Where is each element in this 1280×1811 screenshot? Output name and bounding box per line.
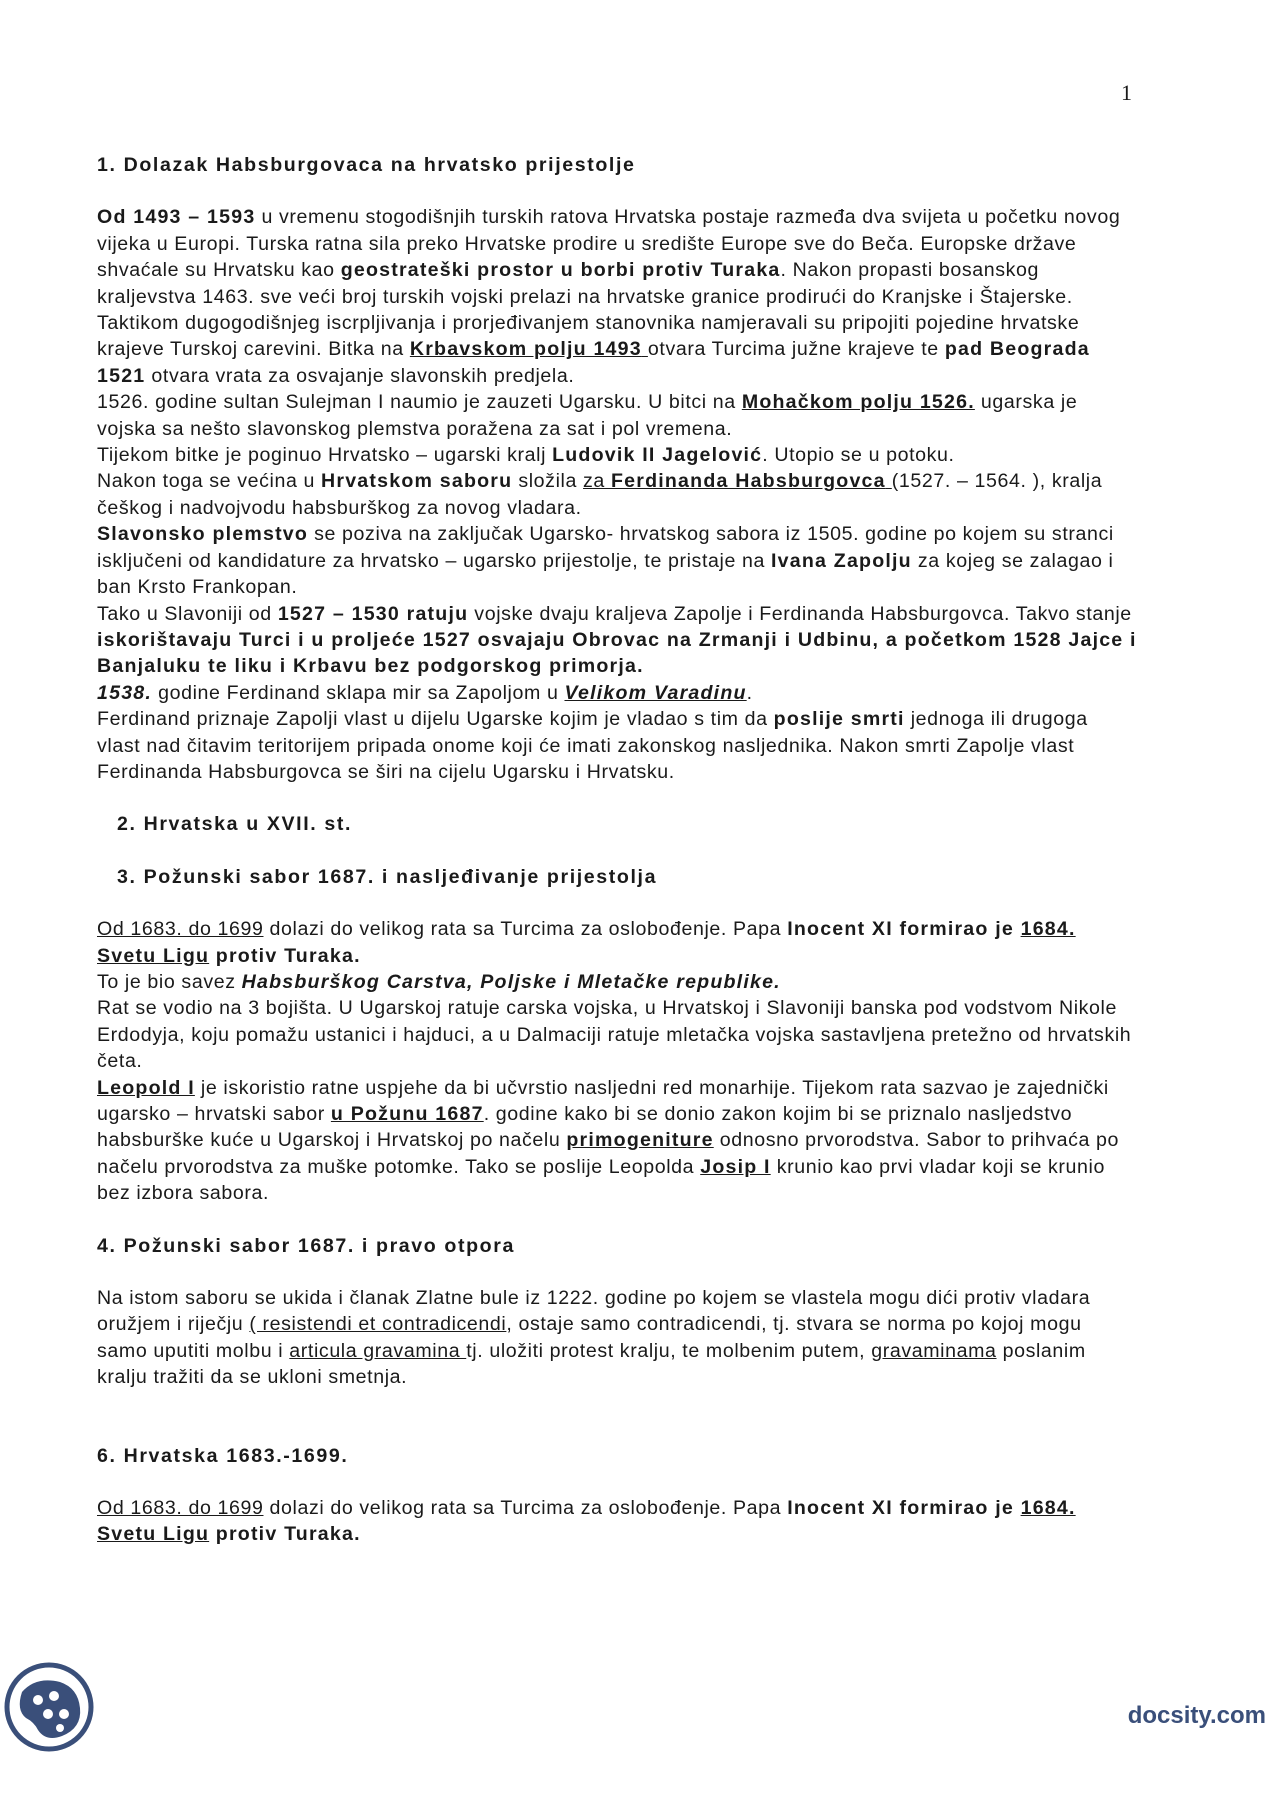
p6-run: Tako u Slavoniji od	[97, 602, 278, 625]
p9-run: dolazi do velikog rata sa Turcima za oslobođenje. Papa	[263, 918, 788, 941]
p9-run: Inocent XI formirao je	[787, 918, 1021, 941]
p4-run: za	[583, 470, 611, 493]
p3-run: . Utopio se u potoku.	[762, 444, 955, 467]
p1-run: geostrateški prostor u borbi protiv Turaka	[340, 259, 781, 282]
p1-run: . Nakon propasti bosanskog kraljevstva 1463. sve veći broj turskih vojski prelazi na hrvatske granice prodirući do Kranjske i Štajerske. Taktikom dugogodišnjeg iscrpljivanja i prorjeđivanjem stanovnika namjeravali su pripojiti pojedine hrvatske krajeve Turskoj carevini. Bitka na	[97, 259, 1080, 361]
p2-run: ugarska je vojska sa nešto slavonskog plemstva poražena za sat i pol vremena.	[97, 391, 1078, 440]
paragraph-1	[97, 204, 1137, 389]
document-body	[97, 152, 1137, 1548]
p6-run: 1527 – 1530 ratuju	[277, 602, 469, 625]
section-heading-2: 2. Hrvatska u XVII. st.	[117, 813, 353, 836]
p12-run: je iskoristio ratne uspjehe da bi učvrstio nasljedni red monarhije. Tijekom rata sazvao je zajednički ugarsko – hrvatski sabor	[97, 1076, 1109, 1125]
paragraph-5	[97, 521, 1137, 600]
p2-run: 1526. godine sultan Sulejman I naumio je zauzeti Ugarsku. U bitci na	[97, 391, 742, 414]
p3-run: Ludovik II Jagelović	[552, 444, 763, 467]
p7-run: 1538.	[97, 681, 153, 704]
paragraph-12	[97, 1075, 1137, 1207]
paragraph-3	[97, 442, 1137, 468]
p7-run: .	[746, 681, 753, 704]
p6-run: vojske dvaju kraljeva Zapolje i Ferdinanda Habsburgovca. Takvo stanje	[468, 602, 1132, 625]
paragraph-10	[97, 969, 1137, 995]
p1-run: Od 1493 – 1593	[97, 206, 256, 229]
p1-run: otvara vrata za osvajanje slavonskih predjela.	[145, 364, 575, 387]
page-number: 1	[1121, 80, 1132, 105]
section-heading-6: 6. Hrvatska 1683.-1699.	[97, 1444, 349, 1467]
paragraph-7	[97, 680, 1137, 706]
p5-run: za kojeg se zalagao i ban Krsto Frankopan.	[97, 549, 1114, 599]
p13-run: gravaminama	[871, 1339, 997, 1362]
p9-run: 1684. Svetu Ligu	[97, 918, 1076, 967]
p4-run: (1527. – 1564. ), kralja češkog i nadvojvodu habsburškog za novog vladara.	[97, 470, 1103, 519]
p12-run: Leopold I	[97, 1076, 195, 1099]
p8-run: poslije smrti	[773, 708, 905, 731]
p9-run: protiv Turaka.	[209, 944, 361, 967]
p6-run: iskorištavaju Turci i u proljeće 1527 osvajaju Obrovac na Zrmanji i Udbinu, a početkom 1528 Jajce i Banjaluku te liku i Krbavu bez podgorskog primorja.	[97, 628, 1137, 678]
p13-run: poslanim kralju tražiti da se ukloni smetnja.	[97, 1339, 1086, 1389]
p11-run: Rat se vodio na 3 bojišta. U Ugarskoj ratuje carska vojska, u Hrvatskoj i Slavoniji banska pod vodstvom Nikole Erdodyja, koju pomažu ustanici i hajduci, a u Dalmaciji ratuje mletačka vojska sastavljena pretežno od hrvatskih četa.	[97, 997, 1132, 1073]
p12-run: Josip I	[700, 1155, 771, 1178]
p2-run: Mohačkom polju 1526.	[741, 391, 975, 414]
p13-run: ( resistendi et contradicendi	[249, 1313, 507, 1336]
p4-run: Ferdinanda Habsburgovca	[610, 470, 886, 493]
paragraph-6	[97, 601, 1137, 680]
section-heading-4: 4. Požunski sabor 1687. i pravo otpora	[97, 1234, 515, 1257]
p5-run: Slavonsko plemstvo	[97, 523, 309, 546]
p8-run: jednoga ili drugoga vlast nad čitavim teritorijem pripada onome koji će imati zakonskog nasljednika. Nakon smrti Zapolje vlast Ferdinanda Habsburgovca se širi na cijelu Ugarsku i Hrvatsku.	[97, 708, 1088, 783]
p13-run: , ostaje samo contradicendi, tj. stvara se norma po kojoj mogu samo uputiti molbu i	[97, 1313, 1082, 1362]
p4-run: složila	[512, 470, 584, 493]
p12-run: u Požunu 1687	[330, 1103, 484, 1125]
p5-run: se poziva na zaključak Ugarsko- hrvatskog sabora iz 1505. godine po kojem su stranci isključeni od kandidature za hrvatsko – ugarsko prijestolje, te pristaje na	[97, 523, 1114, 572]
p9-run: Od 1683. do 1699	[97, 918, 264, 941]
p14-run: Od 1683. do 1699	[97, 1497, 264, 1520]
paragraph-13	[97, 1285, 1137, 1391]
section-heading-1: 1. Dolazak Habsburgovaca na hrvatsko prijestolje	[97, 154, 636, 176]
p12-run: krunio kao prvi vladar koji se krunio bez izbora sabora.	[97, 1155, 1105, 1205]
p12-run: primogeniture	[566, 1129, 714, 1152]
p7-run: Velikom Varadinu	[564, 681, 747, 704]
p5-run: Ivana Zapolju	[771, 549, 912, 572]
paragraph-8	[97, 706, 1137, 785]
paragraph-11	[97, 995, 1137, 1074]
p8-run: Ferdinand priznaje Zapolji vlast u dijelu Ugarske kojim je vladao s tim da	[97, 708, 774, 731]
p13-run: Na istom saboru se ukida i članak Zlatne bule iz 1222. godine po kojem se vlastela mogu dići protiv vladara oružjem i riječju	[97, 1287, 1091, 1336]
p10-run: Habsburškog Carstva, Poljske i Mletačke republike.	[241, 970, 781, 993]
paragraph-9	[97, 916, 1137, 969]
p12-run: . godine kako bi se donio zakon kojim bi se priznalo nasljedstvo habsburške kuće u Ugarskoj i Hrvatskoj po načelu	[97, 1103, 1073, 1152]
docsity-brand-link[interactable]: docsity.com	[1127, 1702, 1266, 1729]
p14-run: 1684. Svetu Ligu	[97, 1497, 1076, 1546]
p1-run: Krbavskom polju 1493	[409, 338, 642, 361]
p12-run: odnosno prvorodstva. Sabor to prihvaća po načelu prvorodstva za muške potomke. Tako se poslije Leopolda	[97, 1129, 1120, 1178]
p14-run: protiv Turaka.	[209, 1523, 361, 1546]
paragraph-4	[97, 468, 1137, 521]
p13-run: tj. uložiti protest kralju, te molbenim putem,	[466, 1339, 872, 1362]
p3-run: Tijekom bitke je poginuo Hrvatsko – ugarski kralj	[97, 444, 553, 467]
p7-run: godine Ferdinand sklapa mir sa Zapoljom u	[152, 681, 565, 704]
docsity-logo-icon	[4, 1662, 94, 1752]
paragraph-2	[97, 389, 1137, 442]
paragraph-14	[97, 1495, 1137, 1548]
p4-run: Nakon toga se većina u	[97, 470, 322, 493]
section-heading-3: 3. Požunski sabor 1687. i nasljeđivanje prijestolja	[117, 865, 658, 888]
p10-run: To je bio savez	[97, 970, 242, 993]
p4-run: Hrvatskom saboru	[321, 470, 513, 493]
p1-run: u vremenu stogodišnjih turskih ratova Hrvatska postaje razmeđa dva svijeta u početku novog vijeka u Europi. Turska ratna sila preko Hrvatske prodire u središte Europe sve do Beča. Europske države shvaćale su Hrvatsku kao	[97, 206, 1121, 282]
p14-run: Inocent XI formirao je	[787, 1497, 1021, 1520]
p14-run: dolazi do velikog rata sa Turcima za oslobođenje. Papa	[263, 1497, 788, 1520]
p1-run: otvara Turcima južne krajeve te	[647, 338, 945, 361]
p1-run: pad Beograda 1521	[97, 338, 1090, 387]
p13-run: articula gravamina	[289, 1339, 467, 1362]
